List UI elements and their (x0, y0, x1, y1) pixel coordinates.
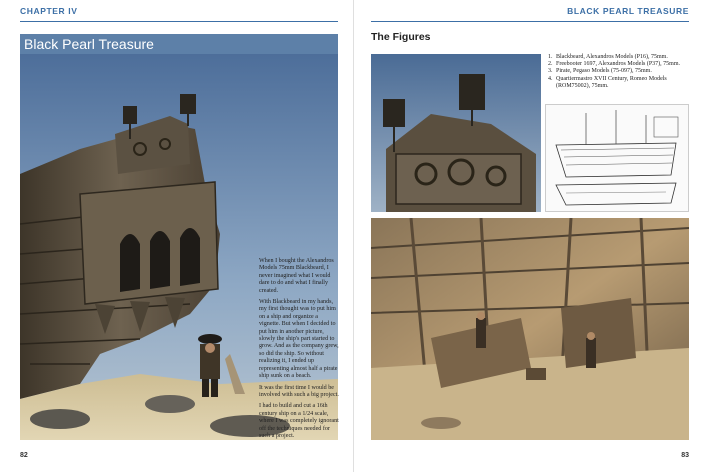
article-title-bar (20, 34, 338, 54)
body-text-column (259, 258, 339, 444)
list-item: 4. Quartiermastro XVII Century, Romeo Models (ROM75002), 75mm. (548, 75, 667, 89)
body-paragraph: With Blackbeard in my hands, my first thought was to put him on a ship and organize a vignette. But when I decided to put him in another picture, slowly the ship's part started to grow. And as the company grew, so did the ship. So without realizing it, I ended up representing almost half a pirate ship sunk on a beach. (259, 299, 339, 380)
ship-stern-detail-photo (371, 54, 541, 212)
article-title: Black Pearl Treasure (24, 36, 154, 52)
list-item: 3. Pirate, Pegaso Models (75-097), 75mm. (548, 68, 652, 75)
section-title: The Figures (371, 31, 431, 43)
page-number-right: 83 (681, 452, 689, 459)
list-item: 1. Blackbeard, Alexandros Models (P16), 75mm. (548, 54, 668, 60)
title-running-head: BLACK PEARL TREASURE (567, 6, 689, 16)
ship-plan-drawing (545, 104, 689, 212)
body-paragraph: It was the first time I would be involved with such a big project. (259, 384, 339, 398)
body-paragraph: I had to build and cut a 16th century ship on a 1/24 scale, where I was completely ignorant off the techniques needed for such a project. (259, 403, 339, 439)
chapter-running-head: CHAPTER IV (20, 6, 78, 16)
ship-interior-diorama-photo (371, 218, 689, 440)
left-page (0, 0, 354, 472)
running-head-rule (20, 21, 338, 22)
page-number-left: 82 (20, 452, 28, 459)
running-head-rule (371, 21, 689, 22)
body-paragraph: When I bought the Alexandros Models 75mm Blackbeard, I never imagined what I would dare to do and what I finally created. (259, 258, 334, 294)
figures-list (548, 54, 690, 90)
list-item: 2. Freebooter 1697, Alexandros Models (P37), 75mm. (548, 61, 680, 68)
